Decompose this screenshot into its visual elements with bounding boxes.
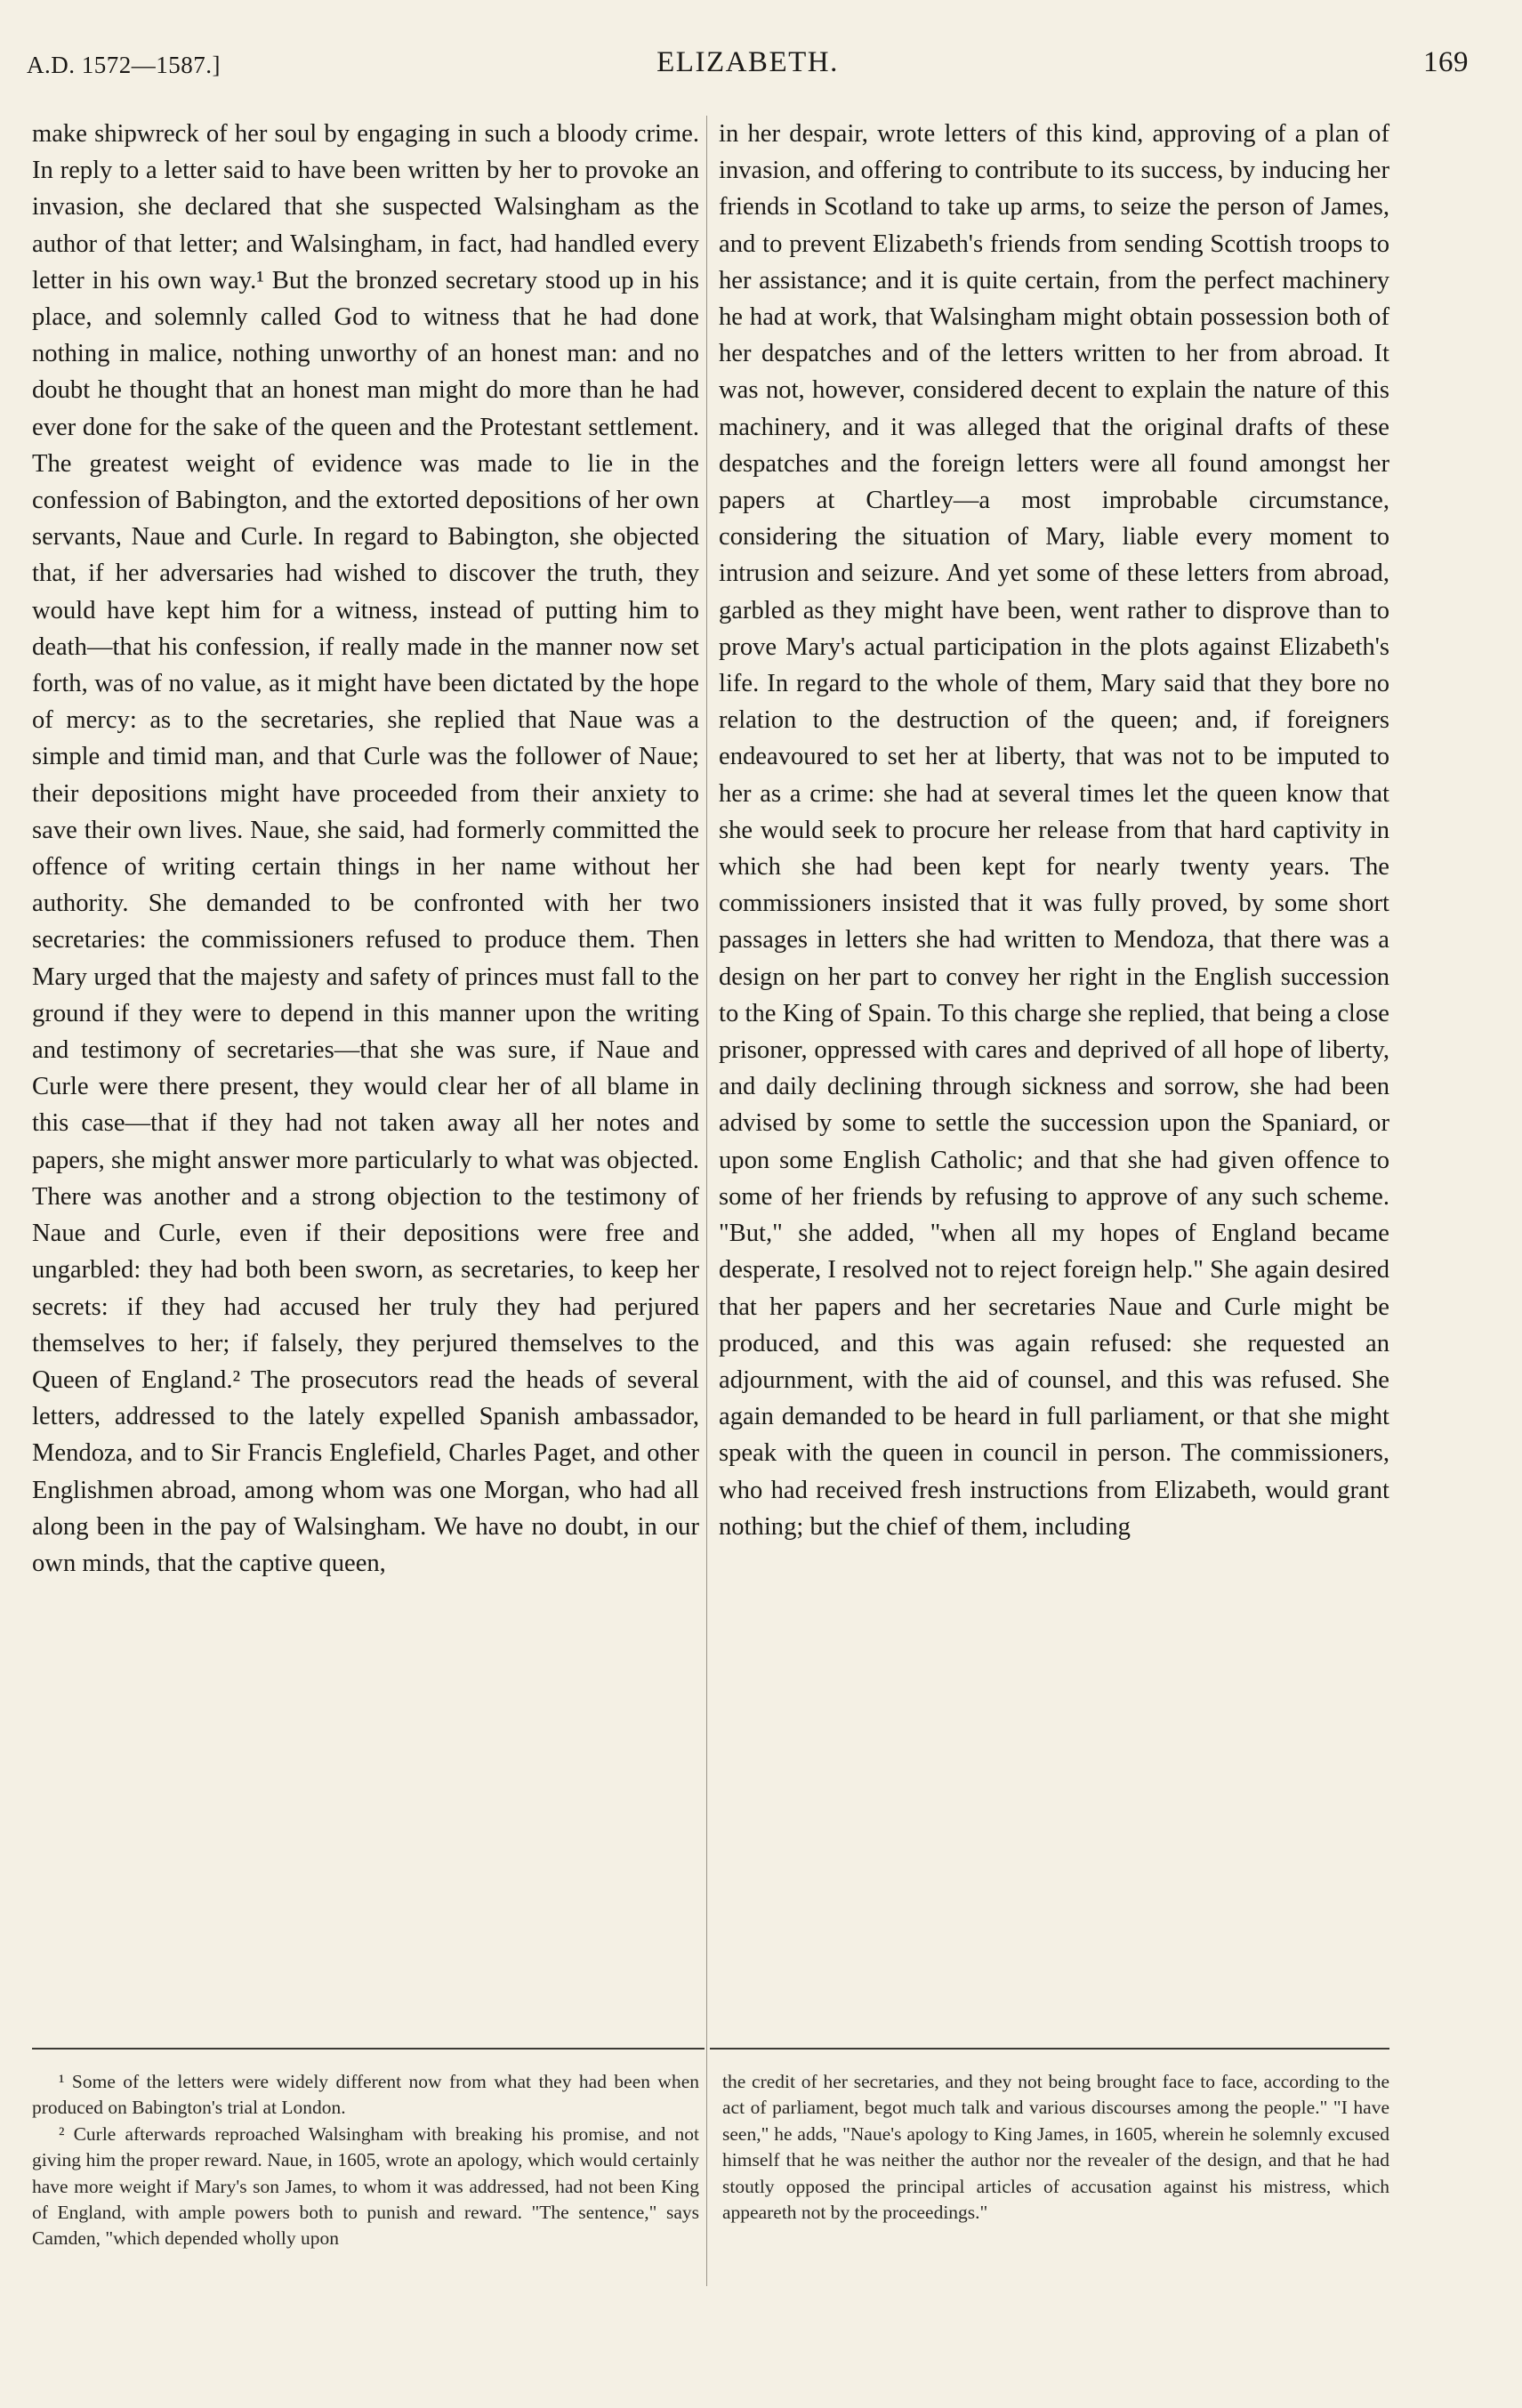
footnotes-left	[32, 2069, 699, 2252]
page-number: 169	[1423, 46, 1469, 78]
footnote-divider-right	[710, 2048, 1389, 2050]
column-divider	[706, 116, 707, 2286]
footnote-divider-left	[32, 2048, 705, 2050]
footnote-2: ² Curle afterwards reproached Walsingham with breaking his promise, and not giving him the proper reward. Naue, in 1605, wrote an apology, which would certainly have more weight if Mary's son James, to whom it was addressed, had not been King of England, with ample powers both to punish and reward. "The sentence," says Camden, "which depended wholly upon	[32, 2122, 699, 2250]
footnote-1: ¹ Some of the letters were widely different now from what they had been when produced on Babington's trial at London.	[32, 2071, 699, 2119]
left-text-column	[32, 116, 699, 1582]
running-head	[27, 46, 1469, 82]
chapter-title: ELIZABETH.	[656, 46, 839, 78]
date-range-header: A.D. 1572—1587.]	[27, 52, 221, 78]
right-text-column	[719, 116, 1389, 1545]
footnotes-right	[722, 2069, 1389, 2226]
footnote-2-continued: the credit of her secretaries, and they not being brought face to face, according to the act of parliament, begot much talk and various discourses among the people." "I have seen," he adds, "Naue's apology to King James, in 1605, wherein he solemnly excused himself that he was neither the author nor the revealer of the design, and that he had stoutly opposed the principal articles of accusation against his mistress, which appeareth not by the proceedings."	[722, 2071, 1389, 2224]
right-column-text: in her despair, wrote letters of this kind, approving of a plan of invasion, and offering to contribute to its success, by inducing her friends in Scotland to take up arms, to seize the person of James, and to prevent Elizabeth's friends from sending Scottish troops to her assistance; and it is quite certain, from the perfect machinery he had at work, that Walsingham might obtain possession both of her despatches and of the letters written to her from abroad. It was not, however, considered decent to explain the nature of this machinery, and it was alleged that the original drafts of these despatches and the foreign letters were all found amongst her papers at Chartley—a most improbable circumstance, considering the situation of Mary, liable every moment to intrusion and seizure. And yet some of these letters from abroad, garbled as they might have been, went rather to disprove than to prove Mary's actual participation in the plots against Elizabeth's life. In regard to the whole of them, Mary said that they bore no relation to the destruction of the queen; and, if foreigners endeavoured to set her at liberty, that was not to be imputed to her as a crime: she had at several times let the queen know that she would seek to procure her release from that hard captivity in which she had been kept for nearly twenty years. The commissioners insisted that it was fully proved, by some short passages in letters she had written to Mendoza, that there was a design on her part to convey her right in the English succession to the King of Spain. To this charge she replied, that being a close prisoner, oppressed with cares and deprived of all hope of liberty, and daily declining through sickness and sorrow, she had been advised by some to settle the succession upon the Spaniard, or upon some English Catholic; and that she had given offence to some of her friends by refusing to approve of any such scheme. "But," she added, "when all my hopes of England became desperate, I resolved not to reject foreign help." She again desired that her papers and her secretaries Naue and Curle might be produced, and this was again refused: she requested an adjournment, with the aid of counsel, and this was refused. She again demanded to be heard in full parliament, or that she might speak with the queen in council in person. The commissioners, who had received fresh instructions from Elizabeth, would grant nothing; but the chief of them, including	[719, 120, 1389, 1541]
left-column-text: make shipwreck of her soul by engaging in such a bloody crime. In reply to a letter said to have been written by her to provoke an invasion, she declared that she suspected Walsingham as the author of that letter; and Walsingham, in fact, had handled every letter in his own way.¹ But the bronzed secretary stood up in his place, and solemnly called God to witness that he had done nothing in malice, nothing unworthy of an honest man: and no doubt he thought that an honest man might do more than he had ever done for the sake of the queen and the Protestant settlement. The greatest weight of evidence was made to lie in the confession of Babington, and the extorted depositions of her own servants, Naue and Curle. In regard to Babington, she objected that, if her adversaries had wished to discover the truth, they would have kept him for a witness, instead of putting him to death—that his confession, if really made in the manner now set forth, was of no value, as it might have been dictated by the hope of mercy: as to the secretaries, she replied that Naue was a simple and timid man, and that Curle was the follower of Naue; their depositions might have proceeded from their anxiety to save their own lives. Naue, she said, had formerly committed the offence of writing certain things in her name without her authority. She demanded to be confronted with her two secretaries: the commissioners refused to produce them. Then Mary urged that the majesty and safety of princes must fall to the ground if they were to depend in this manner upon the writing and testimony of secretaries—that she was sure, if Naue and Curle were there present, they would clear her of all blame in this case—that if they had not taken away all her notes and papers, she might answer more particularly to what was objected. There was another and a strong objection to the testimony of Naue and Curle, even if their depositions were free and ungarbled: they had both been sworn, as secretaries, to keep her secrets: if they had accused her truly they had perjured themselves to her; if falsely, they perjured themselves to the Queen of England.² The prosecutors read the heads of several letters, addressed to the lately expelled Spanish ambassador, Mendoza, and to Sir Francis Englefield, Charles Paget, and other Englishmen abroad, among whom was one Morgan, who had all along been in the pay of Walsingham. We have no doubt, in our own minds, that the captive queen,	[32, 120, 699, 1577]
